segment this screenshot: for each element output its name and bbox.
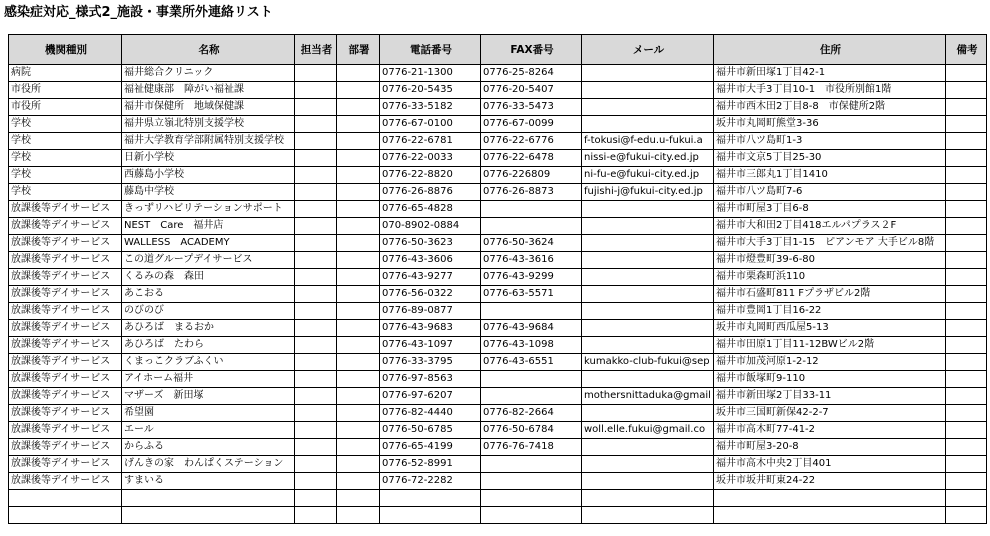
cell-address[interactable]: 福井市大手3丁目10-1 市役所別館1階	[714, 82, 946, 99]
cell-name[interactable]: アイホーム福井	[122, 371, 295, 388]
cell-email[interactable]	[582, 218, 714, 235]
cell-type[interactable]: 放課後等デイサービス	[9, 218, 122, 235]
empty-cell[interactable]	[714, 507, 946, 524]
cell-department[interactable]	[337, 371, 380, 388]
cell-fax[interactable]: 0776-43-1098	[481, 337, 582, 354]
cell-remarks[interactable]	[946, 473, 987, 490]
table-row	[9, 269, 987, 286]
cell-contact[interactable]	[295, 65, 337, 82]
cell-department[interactable]	[337, 303, 380, 320]
cell-remarks[interactable]	[946, 388, 987, 405]
cell-email[interactable]	[582, 99, 714, 116]
cell-department[interactable]	[337, 184, 380, 201]
table-row	[9, 303, 987, 320]
cell-contact[interactable]	[295, 150, 337, 167]
cell-contact[interactable]	[295, 422, 337, 439]
cell-department[interactable]	[337, 65, 380, 82]
table-row	[9, 422, 987, 439]
cell-contact[interactable]	[295, 99, 337, 116]
cell-name[interactable]: WALLESS ACADEMY	[122, 235, 295, 252]
cell-department[interactable]	[337, 456, 380, 473]
cell-fax[interactable]	[481, 201, 582, 218]
cell-contact[interactable]	[295, 473, 337, 490]
cell-name[interactable]: あひろば たわら	[122, 337, 295, 354]
cell-remarks[interactable]	[946, 439, 987, 456]
cell-name[interactable]: くまっこクラブふくい	[122, 354, 295, 371]
cell-department[interactable]	[337, 218, 380, 235]
column-header-address: 住所	[714, 35, 946, 65]
column-header-fax: FAX番号	[481, 35, 582, 65]
empty-cell[interactable]	[582, 490, 714, 507]
cell-type[interactable]: 放課後等デイサービス	[9, 235, 122, 252]
table-row	[9, 82, 987, 99]
cell-address[interactable]: 坂井市坂井町東24-22	[714, 473, 946, 490]
cell-contact[interactable]	[295, 201, 337, 218]
cell-remarks[interactable]	[946, 422, 987, 439]
cell-name[interactable]: 福井県立嶺北特別支援学校	[122, 116, 295, 133]
cell-department[interactable]	[337, 473, 380, 490]
column-header-phone: 電話番号	[380, 35, 481, 65]
cell-email[interactable]	[582, 116, 714, 133]
cell-type[interactable]: 放課後等デイサービス	[9, 201, 122, 218]
cell-phone[interactable]: 070-8902-0884	[380, 218, 481, 235]
cell-address[interactable]: 福井市豊岡1丁目16-22	[714, 303, 946, 320]
table-row	[9, 235, 987, 252]
table-row	[9, 388, 987, 405]
cell-type[interactable]: 市役所	[9, 82, 122, 99]
cell-fax[interactable]: 0776-26-8873	[481, 184, 582, 201]
cell-contact[interactable]	[295, 439, 337, 456]
cell-phone[interactable]: 0776-50-3623	[380, 235, 481, 252]
cell-name[interactable]: 希望園	[122, 405, 295, 422]
cell-fax[interactable]: 0776-25-8264	[481, 65, 582, 82]
empty-cell[interactable]	[380, 507, 481, 524]
cell-department[interactable]	[337, 99, 380, 116]
cell-name[interactable]: あひろば まるおか	[122, 320, 295, 337]
table-row	[9, 439, 987, 456]
cell-name[interactable]: くるみの森 森田	[122, 269, 295, 286]
cell-fax[interactable]	[481, 473, 582, 490]
cell-address[interactable]: 福井市新田塚2丁目33-11	[714, 388, 946, 405]
cell-name[interactable]: のびのび	[122, 303, 295, 320]
cell-email[interactable]	[582, 320, 714, 337]
cell-name[interactable]: 福井大学教育学部附属特別支援学校	[122, 133, 295, 150]
cell-contact[interactable]	[295, 320, 337, 337]
cell-fax[interactable]: 0776-22-6478	[481, 150, 582, 167]
cell-remarks[interactable]	[946, 184, 987, 201]
cell-contact[interactable]	[295, 337, 337, 354]
cell-remarks[interactable]	[946, 320, 987, 337]
cell-contact[interactable]	[295, 235, 337, 252]
cell-address[interactable]: 福井市飯塚町9-110	[714, 371, 946, 388]
cell-phone[interactable]: 0776-33-5182	[380, 99, 481, 116]
cell-contact[interactable]	[295, 167, 337, 184]
cell-name[interactable]: 福井市保健所 地域保健課	[122, 99, 295, 116]
cell-name[interactable]: あこおる	[122, 286, 295, 303]
cell-name[interactable]: マザーズ 新田塚	[122, 388, 295, 405]
cell-contact[interactable]	[295, 133, 337, 150]
cell-phone[interactable]: 0776-22-8820	[380, 167, 481, 184]
empty-cell[interactable]	[9, 507, 122, 524]
cell-type[interactable]: 学校	[9, 116, 122, 133]
cell-department[interactable]	[337, 337, 380, 354]
cell-address[interactable]: 福井市文京5丁目25-30	[714, 150, 946, 167]
cell-contact[interactable]	[295, 371, 337, 388]
cell-department[interactable]	[337, 388, 380, 405]
cell-name[interactable]: からふる	[122, 439, 295, 456]
cell-phone[interactable]: 0776-21-1300	[380, 65, 481, 82]
cell-type[interactable]: 放課後等デイサービス	[9, 354, 122, 371]
cell-email[interactable]	[582, 65, 714, 82]
cell-email[interactable]	[582, 252, 714, 269]
cell-type[interactable]: 学校	[9, 150, 122, 167]
column-header-name: 名称	[122, 35, 295, 65]
cell-remarks[interactable]	[946, 269, 987, 286]
cell-address[interactable]: 福井市栗森町浜110	[714, 269, 946, 286]
empty-cell[interactable]	[122, 507, 295, 524]
cell-phone[interactable]: 0776-22-6781	[380, 133, 481, 150]
cell-email[interactable]	[582, 405, 714, 422]
cell-email[interactable]: f-tokusi@f-edu.u-fukui.a	[582, 133, 714, 150]
cell-address[interactable]: 福井市石盛町811 Fプラザビル2階	[714, 286, 946, 303]
cell-name[interactable]: 福祉健康部 障がい福祉課	[122, 82, 295, 99]
cell-contact[interactable]	[295, 303, 337, 320]
table-row	[9, 252, 987, 269]
table-row	[9, 371, 987, 388]
cell-email[interactable]	[582, 439, 714, 456]
cell-name[interactable]: 藤島中学校	[122, 184, 295, 201]
cell-address[interactable]: 福井市高木中央2丁目401	[714, 456, 946, 473]
cell-phone[interactable]: 0776-20-5435	[380, 82, 481, 99]
cell-fax[interactable]: 0776-43-9299	[481, 269, 582, 286]
cell-remarks[interactable]	[946, 286, 987, 303]
cell-address[interactable]: 福井市町屋3丁目6-8	[714, 201, 946, 218]
cell-type[interactable]: 放課後等デイサービス	[9, 371, 122, 388]
empty-cell[interactable]	[481, 490, 582, 507]
cell-fax[interactable]: 0776-67-0099	[481, 116, 582, 133]
cell-address[interactable]: 福井市西木田2丁目8-8 市保健所2階	[714, 99, 946, 116]
cell-fax[interactable]: 0776-20-5407	[481, 82, 582, 99]
cell-department[interactable]	[337, 286, 380, 303]
cell-address[interactable]: 福井市大和田2丁目418エルパプラス２F	[714, 218, 946, 235]
empty-cell[interactable]	[582, 507, 714, 524]
cell-type[interactable]: 放課後等デイサービス	[9, 439, 122, 456]
cell-address[interactable]: 坂井市三国町新保42-2-7	[714, 405, 946, 422]
cell-fax[interactable]	[481, 388, 582, 405]
cell-fax[interactable]	[481, 303, 582, 320]
cell-phone[interactable]: 0776-52-8991	[380, 456, 481, 473]
cell-name[interactable]: この道グループデイサービス	[122, 252, 295, 269]
cell-fax[interactable]: 0776-43-9684	[481, 320, 582, 337]
cell-name[interactable]: げんきの家 わんぱくステーション	[122, 456, 295, 473]
table-row	[9, 286, 987, 303]
empty-cell[interactable]	[295, 490, 337, 507]
cell-address[interactable]: 福井市町屋3-20-8	[714, 439, 946, 456]
cell-type[interactable]: 放課後等デイサービス	[9, 456, 122, 473]
empty-row	[9, 490, 987, 507]
cell-contact[interactable]	[295, 116, 337, 133]
empty-cell[interactable]	[122, 490, 295, 507]
column-header-type: 機関種別	[9, 35, 122, 65]
table-row	[9, 405, 987, 422]
cell-type[interactable]: 放課後等デイサービス	[9, 473, 122, 490]
cell-fax[interactable]	[481, 371, 582, 388]
cell-phone[interactable]: 0776-43-3606	[380, 252, 481, 269]
cell-remarks[interactable]	[946, 337, 987, 354]
cell-remarks[interactable]	[946, 133, 987, 150]
cell-fax[interactable]: 0776-43-6551	[481, 354, 582, 371]
table-row	[9, 65, 987, 82]
cell-name[interactable]: 日新小学校	[122, 150, 295, 167]
contact-list-table	[8, 34, 987, 524]
cell-email[interactable]	[582, 286, 714, 303]
cell-fax[interactable]: 0776-76-7418	[481, 439, 582, 456]
empty-cell[interactable]	[481, 507, 582, 524]
empty-cell[interactable]	[337, 507, 380, 524]
table-row	[9, 337, 987, 354]
cell-phone[interactable]: 0776-26-8876	[380, 184, 481, 201]
cell-remarks[interactable]	[946, 354, 987, 371]
cell-phone[interactable]: 0776-50-6785	[380, 422, 481, 439]
cell-remarks[interactable]	[946, 82, 987, 99]
cell-phone[interactable]: 0776-97-6207	[380, 388, 481, 405]
cell-address[interactable]: 福井市加茂河原1-2-12	[714, 354, 946, 371]
cell-email[interactable]: woll.elle.fukui@gmail.co	[582, 422, 714, 439]
cell-contact[interactable]	[295, 354, 337, 371]
cell-remarks[interactable]	[946, 235, 987, 252]
empty-cell[interactable]	[295, 507, 337, 524]
cell-email[interactable]	[582, 473, 714, 490]
table-row	[9, 184, 987, 201]
cell-email[interactable]	[582, 456, 714, 473]
cell-name[interactable]: NEST Care 福井店	[122, 218, 295, 235]
column-header-email: メール	[582, 35, 714, 65]
cell-address[interactable]: 福井市八ツ島町7-6	[714, 184, 946, 201]
cell-email[interactable]: kumakko-club-fukui@sep	[582, 354, 714, 371]
cell-department[interactable]	[337, 82, 380, 99]
cell-fax[interactable]: 0776-22-6776	[481, 133, 582, 150]
cell-type[interactable]: 放課後等デイサービス	[9, 303, 122, 320]
cell-email[interactable]	[582, 371, 714, 388]
cell-department[interactable]	[337, 252, 380, 269]
cell-contact[interactable]	[295, 388, 337, 405]
cell-department[interactable]	[337, 269, 380, 286]
empty-row	[9, 507, 987, 524]
cell-phone[interactable]: 0776-72-2282	[380, 473, 481, 490]
cell-fax[interactable]: 0776-50-3624	[481, 235, 582, 252]
empty-cell[interactable]	[946, 507, 987, 524]
table-row	[9, 167, 987, 184]
cell-email[interactable]: mothersnittaduka@gmail	[582, 388, 714, 405]
cell-department[interactable]	[337, 201, 380, 218]
cell-contact[interactable]	[295, 286, 337, 303]
cell-address[interactable]: 福井市燈豊町39-6-80	[714, 252, 946, 269]
column-header-remarks: 備考	[946, 35, 987, 65]
cell-remarks[interactable]	[946, 371, 987, 388]
cell-contact[interactable]	[295, 456, 337, 473]
cell-address[interactable]: 福井市八ツ島町1-3	[714, 133, 946, 150]
cell-email[interactable]	[582, 303, 714, 320]
cell-department[interactable]	[337, 167, 380, 184]
cell-email[interactable]: fujishi-j@fukui-city.ed.jp	[582, 184, 714, 201]
cell-phone[interactable]: 0776-89-0877	[380, 303, 481, 320]
cell-contact[interactable]	[295, 405, 337, 422]
cell-type[interactable]: 放課後等デイサービス	[9, 269, 122, 286]
cell-remarks[interactable]	[946, 167, 987, 184]
cell-department[interactable]	[337, 150, 380, 167]
cell-remarks[interactable]	[946, 150, 987, 167]
empty-cell[interactable]	[9, 490, 122, 507]
cell-fax[interactable]: 0776-43-3616	[481, 252, 582, 269]
cell-type[interactable]: 放課後等デイサービス	[9, 388, 122, 405]
cell-address[interactable]: 福井市大手3丁目1-15 ピアンモア 大手ビル8階	[714, 235, 946, 252]
cell-fax[interactable]: 0776-50-6784	[481, 422, 582, 439]
cell-department[interactable]	[337, 354, 380, 371]
cell-contact[interactable]	[295, 218, 337, 235]
column-header-department: 部署	[337, 35, 380, 65]
cell-type[interactable]: 病院	[9, 65, 122, 82]
cell-fax[interactable]	[481, 218, 582, 235]
cell-name[interactable]: すまいる	[122, 473, 295, 490]
empty-cell[interactable]	[337, 490, 380, 507]
cell-remarks[interactable]	[946, 405, 987, 422]
cell-type[interactable]: 放課後等デイサービス	[9, 252, 122, 269]
cell-type[interactable]: 市役所	[9, 99, 122, 116]
cell-department[interactable]	[337, 439, 380, 456]
cell-address[interactable]: 福井市高木町77-41-2	[714, 422, 946, 439]
cell-phone[interactable]: 0776-65-4828	[380, 201, 481, 218]
cell-email[interactable]	[582, 269, 714, 286]
cell-email[interactable]	[582, 82, 714, 99]
cell-remarks[interactable]	[946, 65, 987, 82]
table-row	[9, 218, 987, 235]
cell-email[interactable]	[582, 201, 714, 218]
header-row	[9, 35, 987, 65]
cell-name[interactable]: 西藤島小学校	[122, 167, 295, 184]
cell-type[interactable]: 放課後等デイサービス	[9, 422, 122, 439]
cell-fax[interactable]: 0776-82-2664	[481, 405, 582, 422]
cell-phone[interactable]: 0776-22-0033	[380, 150, 481, 167]
table-row	[9, 473, 987, 490]
cell-fax[interactable]: 0776-33-5473	[481, 99, 582, 116]
cell-contact[interactable]	[295, 269, 337, 286]
sheet-title: 感染症対応_様式2_施設・事業所外連絡リスト	[4, 5, 273, 20]
cell-type[interactable]: 放課後等デイサービス	[9, 405, 122, 422]
table-row	[9, 133, 987, 150]
table-row	[9, 201, 987, 218]
cell-type[interactable]: 学校	[9, 184, 122, 201]
cell-department[interactable]	[337, 116, 380, 133]
cell-email[interactable]	[582, 337, 714, 354]
cell-phone[interactable]: 0776-65-4199	[380, 439, 481, 456]
cell-fax[interactable]	[481, 456, 582, 473]
cell-phone[interactable]: 0776-43-9683	[380, 320, 481, 337]
cell-name[interactable]: 福井総合クリニック	[122, 65, 295, 82]
cell-remarks[interactable]	[946, 303, 987, 320]
cell-phone[interactable]: 0776-97-8563	[380, 371, 481, 388]
cell-remarks[interactable]	[946, 252, 987, 269]
cell-department[interactable]	[337, 235, 380, 252]
cell-remarks[interactable]	[946, 116, 987, 133]
cell-remarks[interactable]	[946, 99, 987, 116]
cell-phone[interactable]: 0776-33-3795	[380, 354, 481, 371]
cell-phone[interactable]: 0776-82-4440	[380, 405, 481, 422]
cell-fax[interactable]: 0776-63-5571	[481, 286, 582, 303]
table-row	[9, 354, 987, 371]
empty-cell[interactable]	[946, 490, 987, 507]
cell-address[interactable]: 坂井市丸岡町熊堂3-36	[714, 116, 946, 133]
table-row	[9, 150, 987, 167]
empty-cell[interactable]	[714, 490, 946, 507]
cell-email[interactable]	[582, 235, 714, 252]
table-row	[9, 116, 987, 133]
cell-email[interactable]: ni-fu-e@fukui-city.ed.jp	[582, 167, 714, 184]
cell-department[interactable]	[337, 422, 380, 439]
cell-address[interactable]: 坂井市丸岡町西瓜屋5-13	[714, 320, 946, 337]
cell-address[interactable]: 福井市三郎丸1丁目1410	[714, 167, 946, 184]
cell-contact[interactable]	[295, 184, 337, 201]
cell-address[interactable]: 福井市田原1丁目11-12BWビル2階	[714, 337, 946, 354]
cell-type[interactable]: 放課後等デイサービス	[9, 320, 122, 337]
cell-department[interactable]	[337, 405, 380, 422]
cell-email[interactable]: nissi-e@fukui-city.ed.jp	[582, 150, 714, 167]
cell-fax[interactable]: 0776-226809	[481, 167, 582, 184]
table-row	[9, 456, 987, 473]
empty-cell[interactable]	[380, 490, 481, 507]
cell-type[interactable]: 放課後等デイサービス	[9, 286, 122, 303]
cell-phone[interactable]: 0776-67-0100	[380, 116, 481, 133]
cell-phone[interactable]: 0776-43-9277	[380, 269, 481, 286]
cell-phone[interactable]: 0776-56-0322	[380, 286, 481, 303]
cell-remarks[interactable]	[946, 456, 987, 473]
cell-department[interactable]	[337, 320, 380, 337]
cell-type[interactable]: 放課後等デイサービス	[9, 337, 122, 354]
column-header-contact: 担当者	[295, 35, 337, 65]
cell-department[interactable]	[337, 133, 380, 150]
cell-phone[interactable]: 0776-43-1097	[380, 337, 481, 354]
cell-remarks[interactable]	[946, 201, 987, 218]
cell-contact[interactable]	[295, 252, 337, 269]
cell-type[interactable]: 学校	[9, 133, 122, 150]
cell-contact[interactable]	[295, 82, 337, 99]
cell-name[interactable]: きっずリハビリテーションサポート	[122, 201, 295, 218]
table-row	[9, 99, 987, 116]
cell-type[interactable]: 学校	[9, 167, 122, 184]
cell-remarks[interactable]	[946, 218, 987, 235]
table-row	[9, 320, 987, 337]
cell-name[interactable]: エール	[122, 422, 295, 439]
cell-address[interactable]: 福井市新田塚1丁目42-1	[714, 65, 946, 82]
